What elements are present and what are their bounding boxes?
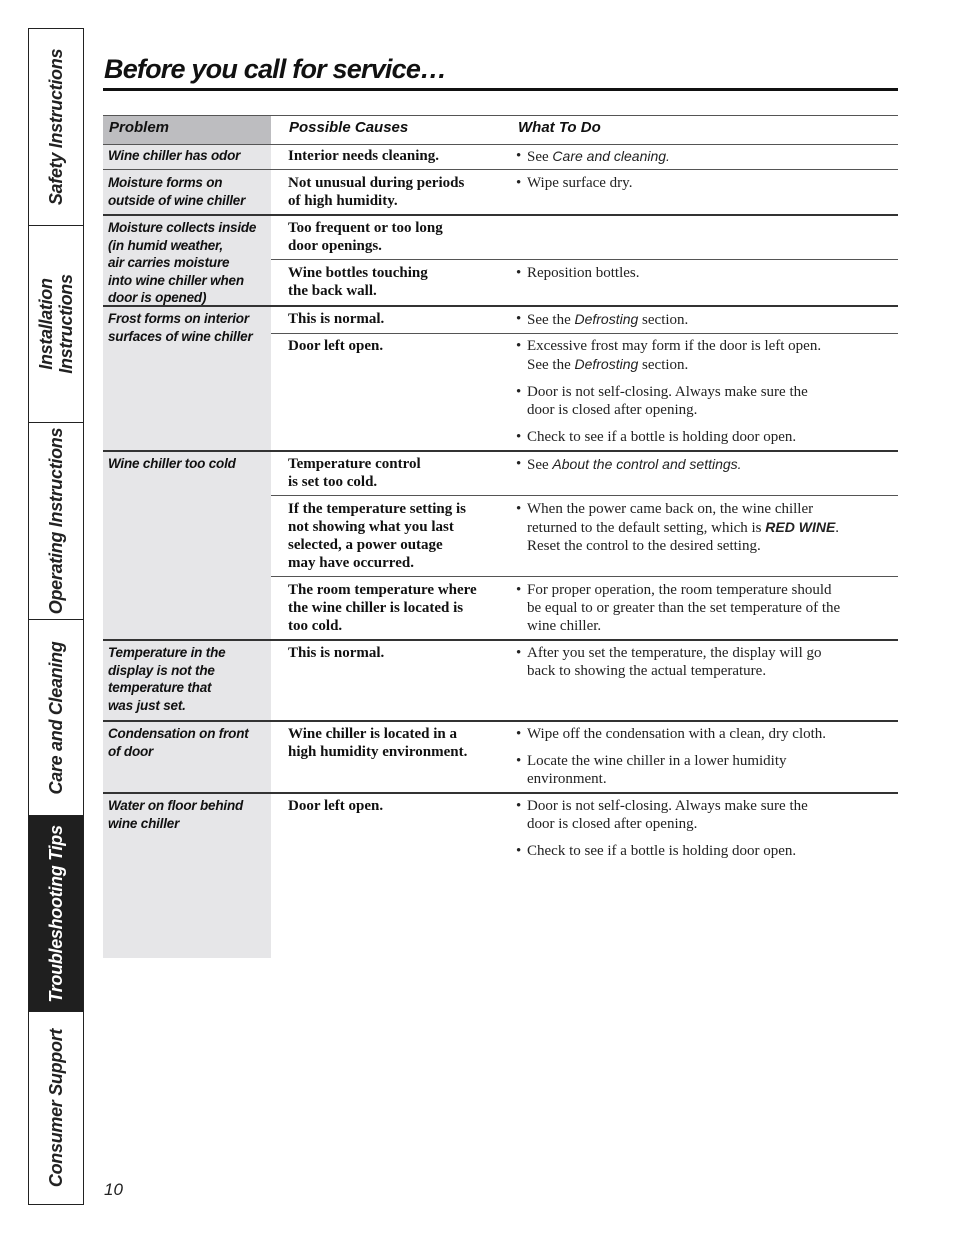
problem-cell [108, 797, 268, 832]
todo-item: • Reposition bottles. [516, 264, 900, 282]
problem-cell [108, 219, 268, 307]
tab-installation-instructions[interactable] [29, 226, 83, 423]
todo-item: • Wipe surface dry. [516, 174, 900, 192]
what-to-do-header: What To Do [518, 119, 601, 136]
page-number: 10 [104, 1180, 123, 1199]
tab-label: Operating Instructions [46, 427, 66, 615]
problem-text: Wine chiller has odor [108, 148, 241, 163]
todo-text: returned to the default setting, which is [527, 520, 766, 536]
cause-text: Door left open. [288, 798, 384, 814]
todo-cell [516, 174, 900, 201]
problem-cell [108, 455, 268, 473]
problem-text: air carries moisture [108, 255, 230, 270]
tab-label: Safety Instructions [46, 48, 66, 206]
cause-text: the back wall. [288, 283, 377, 299]
section-reference: Defrosting [574, 311, 639, 327]
todo-cell [516, 455, 900, 483]
todo-text: door is closed after opening. [527, 402, 698, 418]
cause-text: This is normal. [288, 645, 385, 661]
problem-cell [108, 644, 268, 714]
tab-consumer-support[interactable] [29, 1012, 83, 1204]
tab-label: Care and Cleaning [46, 641, 66, 794]
cause-text: Door left open. [288, 338, 384, 354]
cause-text: the wine chiller is located is [288, 600, 464, 616]
problem-header: Problem [109, 119, 170, 136]
page-title: Before you call for service… [104, 54, 447, 84]
tab-operating-instructions[interactable] [29, 423, 83, 620]
problem-text: Moisture forms on [108, 175, 223, 190]
todo-text: environment. [527, 771, 607, 787]
row-rule [103, 720, 898, 722]
todo-item [516, 337, 900, 374]
problem-text: of door [108, 743, 154, 759]
todo-text: be equal to or greater than the set temperature of the [527, 600, 841, 616]
todo-text: • Locate the wine chiller in a lower humidity [527, 753, 787, 769]
todo-text: See the [527, 312, 575, 328]
section-reference: Defrosting [574, 356, 639, 372]
title-divider [103, 88, 898, 91]
tab-safety-instructions[interactable] [29, 29, 83, 226]
problem-text: Condensation on front [108, 726, 249, 741]
cause-text: Wine chiller is located in a [288, 726, 458, 742]
cause-text: The room temperature where [288, 582, 477, 598]
row-rule [271, 576, 898, 577]
section-reference: About the control and settings. [552, 456, 742, 472]
problem-text: Frost forms on interior [108, 311, 249, 326]
problem-text: Moisture collects inside [108, 220, 257, 235]
todo-item [516, 752, 900, 788]
todo-text: • Door is not self-closing. Always make sure the [527, 384, 808, 400]
todo-item [516, 383, 900, 419]
cause-text: This is normal. [288, 311, 385, 327]
cause-text: high humidity environment. [288, 744, 468, 760]
cause-cell [288, 310, 498, 328]
problem-text: temperature that [108, 680, 212, 695]
tab-label: Instructions [56, 274, 76, 374]
problem-text: wine chiller [108, 815, 180, 831]
problem-text: door is opened) [108, 290, 207, 305]
problem-text: into wine chiller when [108, 272, 244, 288]
cause-cell [288, 174, 498, 210]
cause-cell [288, 147, 498, 165]
todo-text: • Door is not self-closing. Always make sure the [527, 798, 808, 814]
cause-cell [288, 500, 498, 572]
todo-item [516, 797, 900, 833]
cause-text: is set too cold. [288, 474, 378, 490]
todo-cell [516, 644, 900, 689]
todo-item [516, 147, 900, 166]
todo-text: See the [527, 357, 575, 373]
todo-text: Reset the control to the desired setting. [527, 538, 761, 554]
problem-cell [108, 147, 268, 165]
todo-text: See [527, 149, 553, 165]
tab-care-and-cleaning[interactable] [29, 620, 83, 816]
problem-text: Water on floor behind [108, 798, 244, 813]
todo-item [516, 581, 900, 635]
problem-cell [108, 174, 268, 209]
todo-text: • Excessive frost may form if the door is left open. [527, 338, 822, 354]
todo-item [516, 455, 900, 474]
cause-text: of high humidity. [288, 193, 398, 209]
tab-label: Consumer Support [46, 1028, 66, 1188]
setting-name: RED WINE [765, 519, 836, 535]
cause-cell [288, 264, 498, 300]
problem-text: Temperature in the [108, 645, 226, 660]
cause-cell [288, 797, 498, 815]
tab-label: Installation [36, 278, 56, 370]
problem-text: (in humid weather, [108, 237, 223, 253]
cause-text: Not unusual during periods [288, 175, 465, 191]
todo-text: • For proper operation, the room temperature should [527, 582, 832, 598]
cause-cell [288, 455, 498, 491]
todo-item: • Check to see if a bottle is holding door open. [516, 428, 900, 446]
todo-text: door is closed after opening. [527, 816, 698, 832]
todo-cell [516, 725, 900, 797]
cause-text: not showing what you last [288, 519, 454, 535]
problem-cell [108, 310, 268, 345]
header-rule [103, 144, 898, 145]
cause-text: may have occurred. [288, 555, 414, 571]
todo-item [516, 310, 900, 329]
todo-cell [516, 264, 900, 291]
side-tab-bar [28, 28, 84, 1205]
cause-text: Too frequent or too long [288, 220, 443, 236]
todo-cell [516, 147, 900, 175]
possible-causes-header: Possible Causes [289, 119, 409, 136]
cause-text: Interior needs cleaning. [288, 148, 439, 164]
problem-text: surfaces of wine chiller [108, 328, 253, 344]
todo-text: See [527, 457, 553, 473]
row-rule [103, 214, 898, 216]
cause-text: Wine bottles touching [288, 265, 428, 281]
row-rule [271, 259, 898, 260]
cause-cell [288, 337, 498, 355]
todo-item: • Wipe off the condensation with a clean, dry cloth. [516, 725, 900, 743]
cause-text: door openings. [288, 238, 382, 254]
todo-text: • When the power came back on, the wine chiller [527, 501, 814, 517]
todo-text: . [835, 520, 840, 536]
problem-cell [108, 725, 268, 760]
cause-text: If the temperature setting is [288, 501, 467, 517]
todo-item [516, 500, 900, 555]
todo-cell [516, 337, 900, 455]
cause-cell [288, 581, 498, 635]
todo-cell [516, 797, 900, 869]
cause-text: selected, a power outage [288, 537, 443, 553]
problem-text: Wine chiller too cold [108, 456, 236, 471]
todo-text: section. [638, 357, 689, 373]
cause-cell [288, 219, 498, 255]
problem-text: was just set. [108, 697, 186, 713]
tab-troubleshooting-tips[interactable] [29, 816, 83, 1012]
cause-cell [288, 644, 498, 662]
todo-item [516, 644, 900, 680]
cause-text: Temperature control [288, 456, 421, 472]
todo-text: back to showing the actual temperature. [527, 663, 767, 679]
todo-cell [516, 500, 900, 564]
todo-text: • After you set the temperature, the display will go [527, 645, 822, 661]
table-top-rule [103, 115, 898, 116]
section-reference: Care and cleaning. [552, 148, 670, 164]
tab-label: Troubleshooting Tips [46, 824, 66, 1003]
todo-cell [516, 581, 900, 644]
problem-text: outside of wine chiller [108, 192, 246, 208]
row-rule [271, 495, 898, 496]
todo-text: wine chiller. [527, 618, 602, 634]
todo-text: section. [638, 312, 689, 328]
cause-cell [288, 725, 498, 761]
cause-text: too cold. [288, 618, 343, 634]
todo-item: • Check to see if a bottle is holding door open. [516, 842, 900, 860]
todo-cell [516, 310, 900, 338]
problem-text: display is not the [108, 662, 215, 678]
